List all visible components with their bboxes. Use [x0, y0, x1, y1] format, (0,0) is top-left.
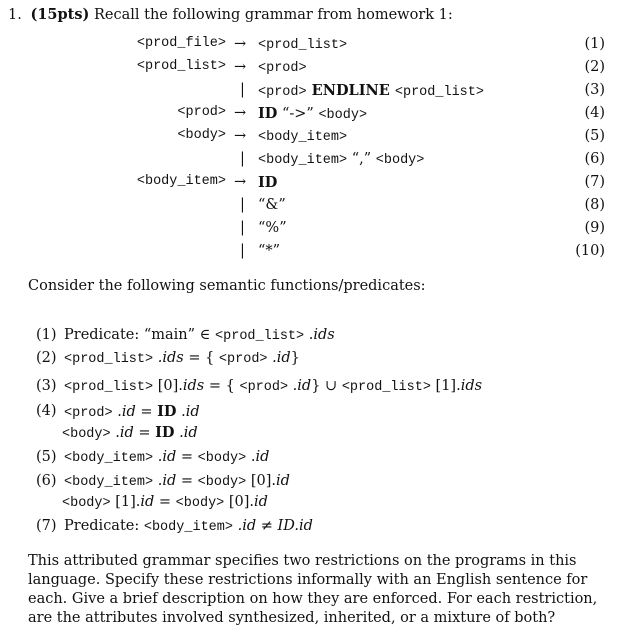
nonterminal: <prod_list> — [258, 38, 348, 53]
nonterminal: <body_item> — [64, 475, 154, 490]
rule-number: (8) — [584, 197, 605, 213]
text-segment: [0]. — [224, 494, 255, 510]
semantic-line — [64, 518, 313, 535]
rule-number: (5) — [584, 128, 605, 144]
terminal: ID — [155, 424, 175, 441]
text-segment: Predicate: — [64, 518, 144, 534]
nonterminal: <body_item> — [64, 451, 154, 466]
semantic-line — [64, 327, 335, 344]
nonterminal: <body> — [62, 427, 111, 442]
production-arrow: → — [234, 59, 247, 75]
semantic-line — [64, 403, 200, 421]
question-number: 1. — [8, 7, 22, 23]
rule-number: (6) — [584, 151, 605, 167]
alternative-bar: | — [240, 197, 245, 213]
text-segment: “*” — [258, 243, 281, 259]
nonterminal: <prod_list> — [64, 380, 154, 395]
text-segment: } ∪ — [311, 378, 342, 394]
nonterminal: <prod_list> — [341, 380, 431, 395]
semantic-line — [64, 473, 290, 490]
nonterminal: <prod_list> — [64, 352, 154, 367]
terminal: ID — [258, 174, 278, 191]
text-segment: “%” — [258, 220, 287, 236]
semantic-number: (5) — [36, 449, 57, 465]
nonterminal: <prod_list> — [394, 85, 484, 100]
semantic-line — [64, 449, 269, 466]
question-intro: Recall the following grammar from homework 1: — [93, 7, 453, 23]
semantic-line — [62, 494, 268, 511]
text-segment: = { — [204, 378, 240, 394]
text-segment: id — [254, 494, 268, 510]
terminal: ENDLINE — [306, 82, 395, 99]
grammar-rhs — [258, 82, 484, 100]
alternative-bar: | — [240, 220, 245, 236]
alternative-bar: | — [240, 82, 245, 98]
alternative-bar: | — [240, 243, 245, 259]
semantic-number: (3) — [36, 378, 57, 394]
grammar-lhs: <body> — [177, 128, 226, 143]
rule-number: (3) — [584, 82, 605, 98]
production-arrow: → — [234, 36, 247, 52]
text-segment: ≠ — [256, 518, 278, 534]
semantic-number: (1) — [36, 327, 57, 343]
production-arrow: → — [234, 105, 247, 121]
text-segment: } — [290, 350, 300, 366]
closing-paragraph: This attributed grammar specifies two restrictions on the programs in this language. Specify these restrictions informally with an English sentence for each. Give a brief description on how they are enforced. For each restriction, are the attributes involved synthesized, inherited, or a mixture of both? — [28, 553, 598, 626]
text-segment: .ids — [304, 327, 335, 343]
nonterminal: <body_item> — [258, 130, 348, 145]
nonterminal: <body_item> — [258, 153, 348, 168]
rule-number: (7) — [584, 174, 605, 190]
grammar-rhs — [258, 128, 347, 145]
semantic-number: (6) — [36, 473, 57, 489]
nonterminal: <body> — [175, 496, 225, 511]
nonterminal: <prod> — [258, 61, 307, 76]
text-segment: id — [276, 473, 290, 489]
nonterminal: <body> — [197, 451, 247, 466]
grammar-rhs — [258, 59, 307, 76]
grammar-rhs — [258, 174, 277, 191]
text-segment: id — [140, 494, 155, 510]
text-segment: = — [154, 494, 176, 510]
nonterminal: <body> — [62, 496, 111, 511]
grammar-rhs — [258, 105, 367, 123]
question-points: (15pts) — [30, 6, 90, 23]
text-segment: .id — [232, 518, 257, 534]
grammar-lhs: <prod_list> — [136, 59, 226, 74]
rule-number: (10) — [575, 243, 605, 259]
text-segment: .id — [267, 350, 291, 366]
grammar-lhs: <body_item> — [136, 174, 226, 189]
nonterminal: <body> — [318, 108, 368, 123]
semantic-number: (7) — [36, 518, 57, 534]
text-segment: [0]. — [153, 378, 183, 394]
semantic-line — [62, 424, 198, 442]
rule-number: (1) — [584, 36, 605, 52]
text-segment: = — [133, 425, 156, 441]
rule-number: (4) — [584, 105, 605, 121]
semantic-number: (4) — [36, 403, 57, 419]
text-segment: .id — [176, 404, 200, 420]
rule-number: (9) — [584, 220, 605, 236]
text-segment: = { — [183, 350, 219, 366]
text-segment: .id — [288, 378, 312, 394]
semantic-line — [64, 378, 482, 395]
rule-number: (2) — [584, 59, 605, 75]
grammar-rhs — [258, 151, 424, 168]
grammar-rhs — [258, 220, 287, 236]
text-segment: “->” — [277, 106, 319, 122]
nonterminal: <prod> — [218, 352, 268, 367]
text-segment: .ids — [153, 350, 184, 366]
production-arrow: → — [234, 174, 247, 190]
nonterminal: <body> — [197, 475, 247, 490]
text-segment: [0]. — [246, 473, 277, 489]
grammar-rhs — [258, 36, 347, 53]
text-segment: ids — [182, 378, 205, 394]
text-segment: .id — [174, 425, 198, 441]
semantic-number: (2) — [36, 350, 57, 366]
grammar-lhs: <prod> — [177, 105, 226, 120]
semantics-intro: Consider the following semantic functions/predicates: — [28, 278, 426, 294]
nonterminal: <prod> — [258, 85, 307, 100]
semantic-line — [64, 350, 300, 367]
text-segment: ID.id — [277, 518, 313, 534]
text-segment: = — [135, 404, 158, 420]
nonterminal: <prod_list> — [215, 329, 305, 344]
text-segment: [1]. — [110, 494, 141, 510]
terminal: ID — [157, 403, 177, 420]
text-segment: “,” — [347, 151, 376, 167]
question-header — [8, 6, 453, 23]
nonterminal: <prod> — [64, 406, 113, 421]
nonterminal: <body> — [375, 153, 425, 168]
text-segment: .id — [110, 425, 134, 441]
text-segment: Predicate: “main” ∈ — [64, 327, 216, 343]
text-segment: “&” — [258, 197, 286, 213]
text-segment: .id — [153, 449, 177, 465]
text-segment: [1]. — [430, 378, 461, 394]
terminal: ID — [258, 105, 278, 122]
text-segment: = — [176, 449, 198, 465]
text-segment: ids — [460, 378, 483, 394]
text-segment: .id — [153, 473, 177, 489]
alternative-bar: | — [240, 151, 245, 167]
nonterminal: <prod> — [239, 380, 289, 395]
text-segment: .id — [246, 449, 270, 465]
grammar-lhs: <prod_file> — [136, 36, 226, 51]
nonterminal: <body_item> — [143, 520, 233, 535]
grammar-rhs — [258, 243, 280, 259]
production-arrow: → — [234, 128, 247, 144]
text-segment: .id — [112, 404, 136, 420]
grammar-rhs — [258, 197, 286, 213]
text-segment: = — [176, 473, 198, 489]
